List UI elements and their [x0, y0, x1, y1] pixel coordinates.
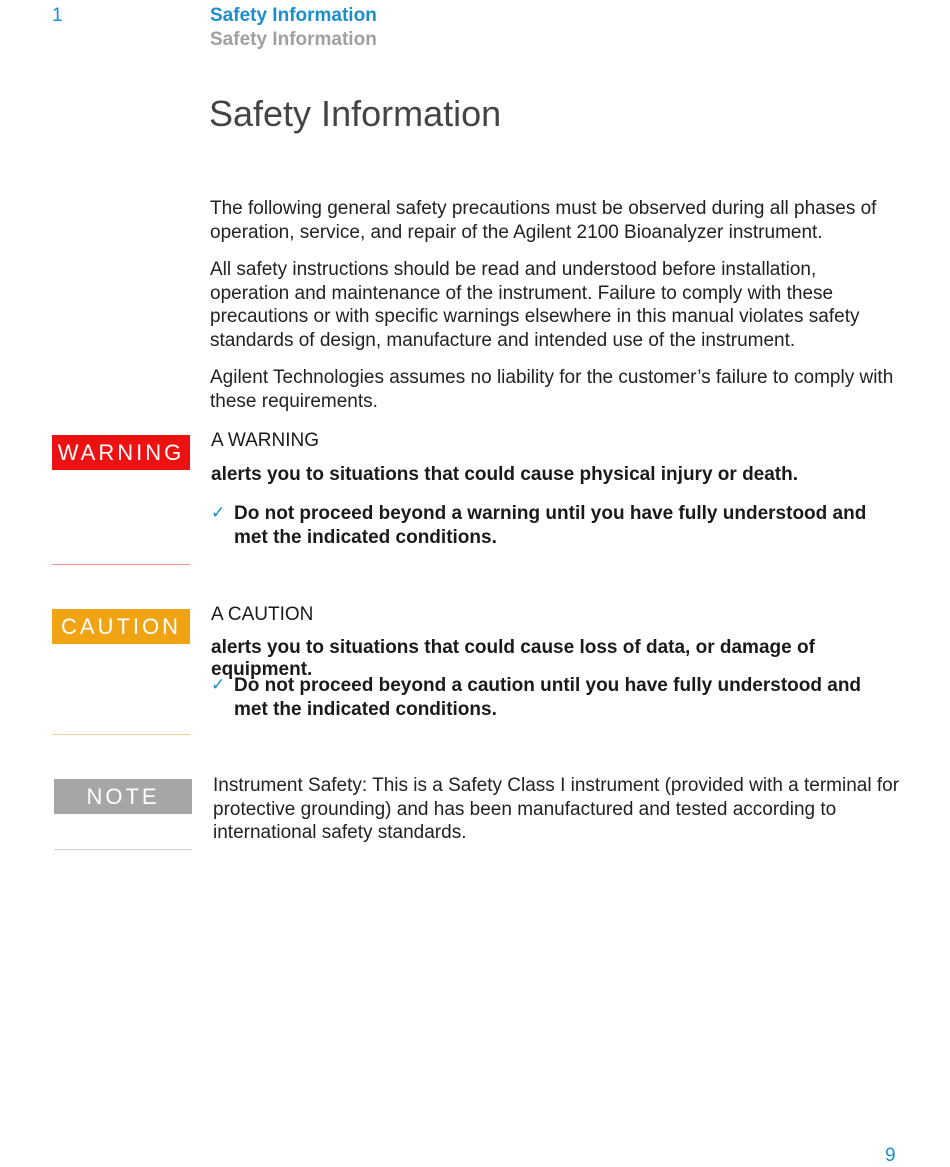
warning-divider [52, 564, 190, 565]
caution-badge: CAUTION [52, 609, 190, 644]
caution-item: Do not proceed beyond a caution until you have fully understood and met the indicated conditions. [234, 675, 862, 720]
note-text: Instrument Safety: This is a Safety Class I instrument (provided with a terminal for protective grounding) and has been manufactured and tested according to international safety standards. [213, 775, 900, 843]
chapter-number: 1 [52, 5, 63, 26]
page-number: 9 [885, 1145, 896, 1166]
warning-description: alerts you to situations that could cause physical injury or death. [211, 464, 799, 485]
caution-description: alerts you to situations that could cause loss of data, or damage of equipment. [211, 637, 815, 680]
warning-heading: A WARNING [211, 430, 320, 451]
chapter-title: Safety Information [210, 5, 377, 26]
caution-heading: A CAUTION [211, 604, 314, 625]
checkmark-icon: ✓ [211, 675, 226, 694]
section-title: Safety Information [210, 29, 377, 50]
intro-paragraph: The following general safety precautions must be observed during all phases of operation, service, and repair of the Agilent 2100 Bioanalyzer instrument. [210, 198, 877, 243]
checkmark-icon: ✓ [211, 503, 226, 522]
warning-item: Do not proceed beyond a warning until you have fully understood and met the indicated conditions. [234, 503, 867, 548]
page-title: Safety Information [209, 93, 502, 134]
warning-badge: WARNING [52, 435, 190, 470]
liability-paragraph: Agilent Technologies assumes no liability for the customer’s failure to comply with these requirements. [210, 367, 894, 412]
caution-divider [52, 734, 190, 735]
note-divider [54, 849, 192, 850]
instructions-paragraph: All safety instructions should be read and understood before installation, operation and maintenance of the instrument. Failure to comply with these precautions or with specific warnings elsewhere in this manual violates safety standards of design, manufacture and intended use of the instrument. [210, 259, 860, 351]
note-badge: NOTE [54, 779, 192, 814]
